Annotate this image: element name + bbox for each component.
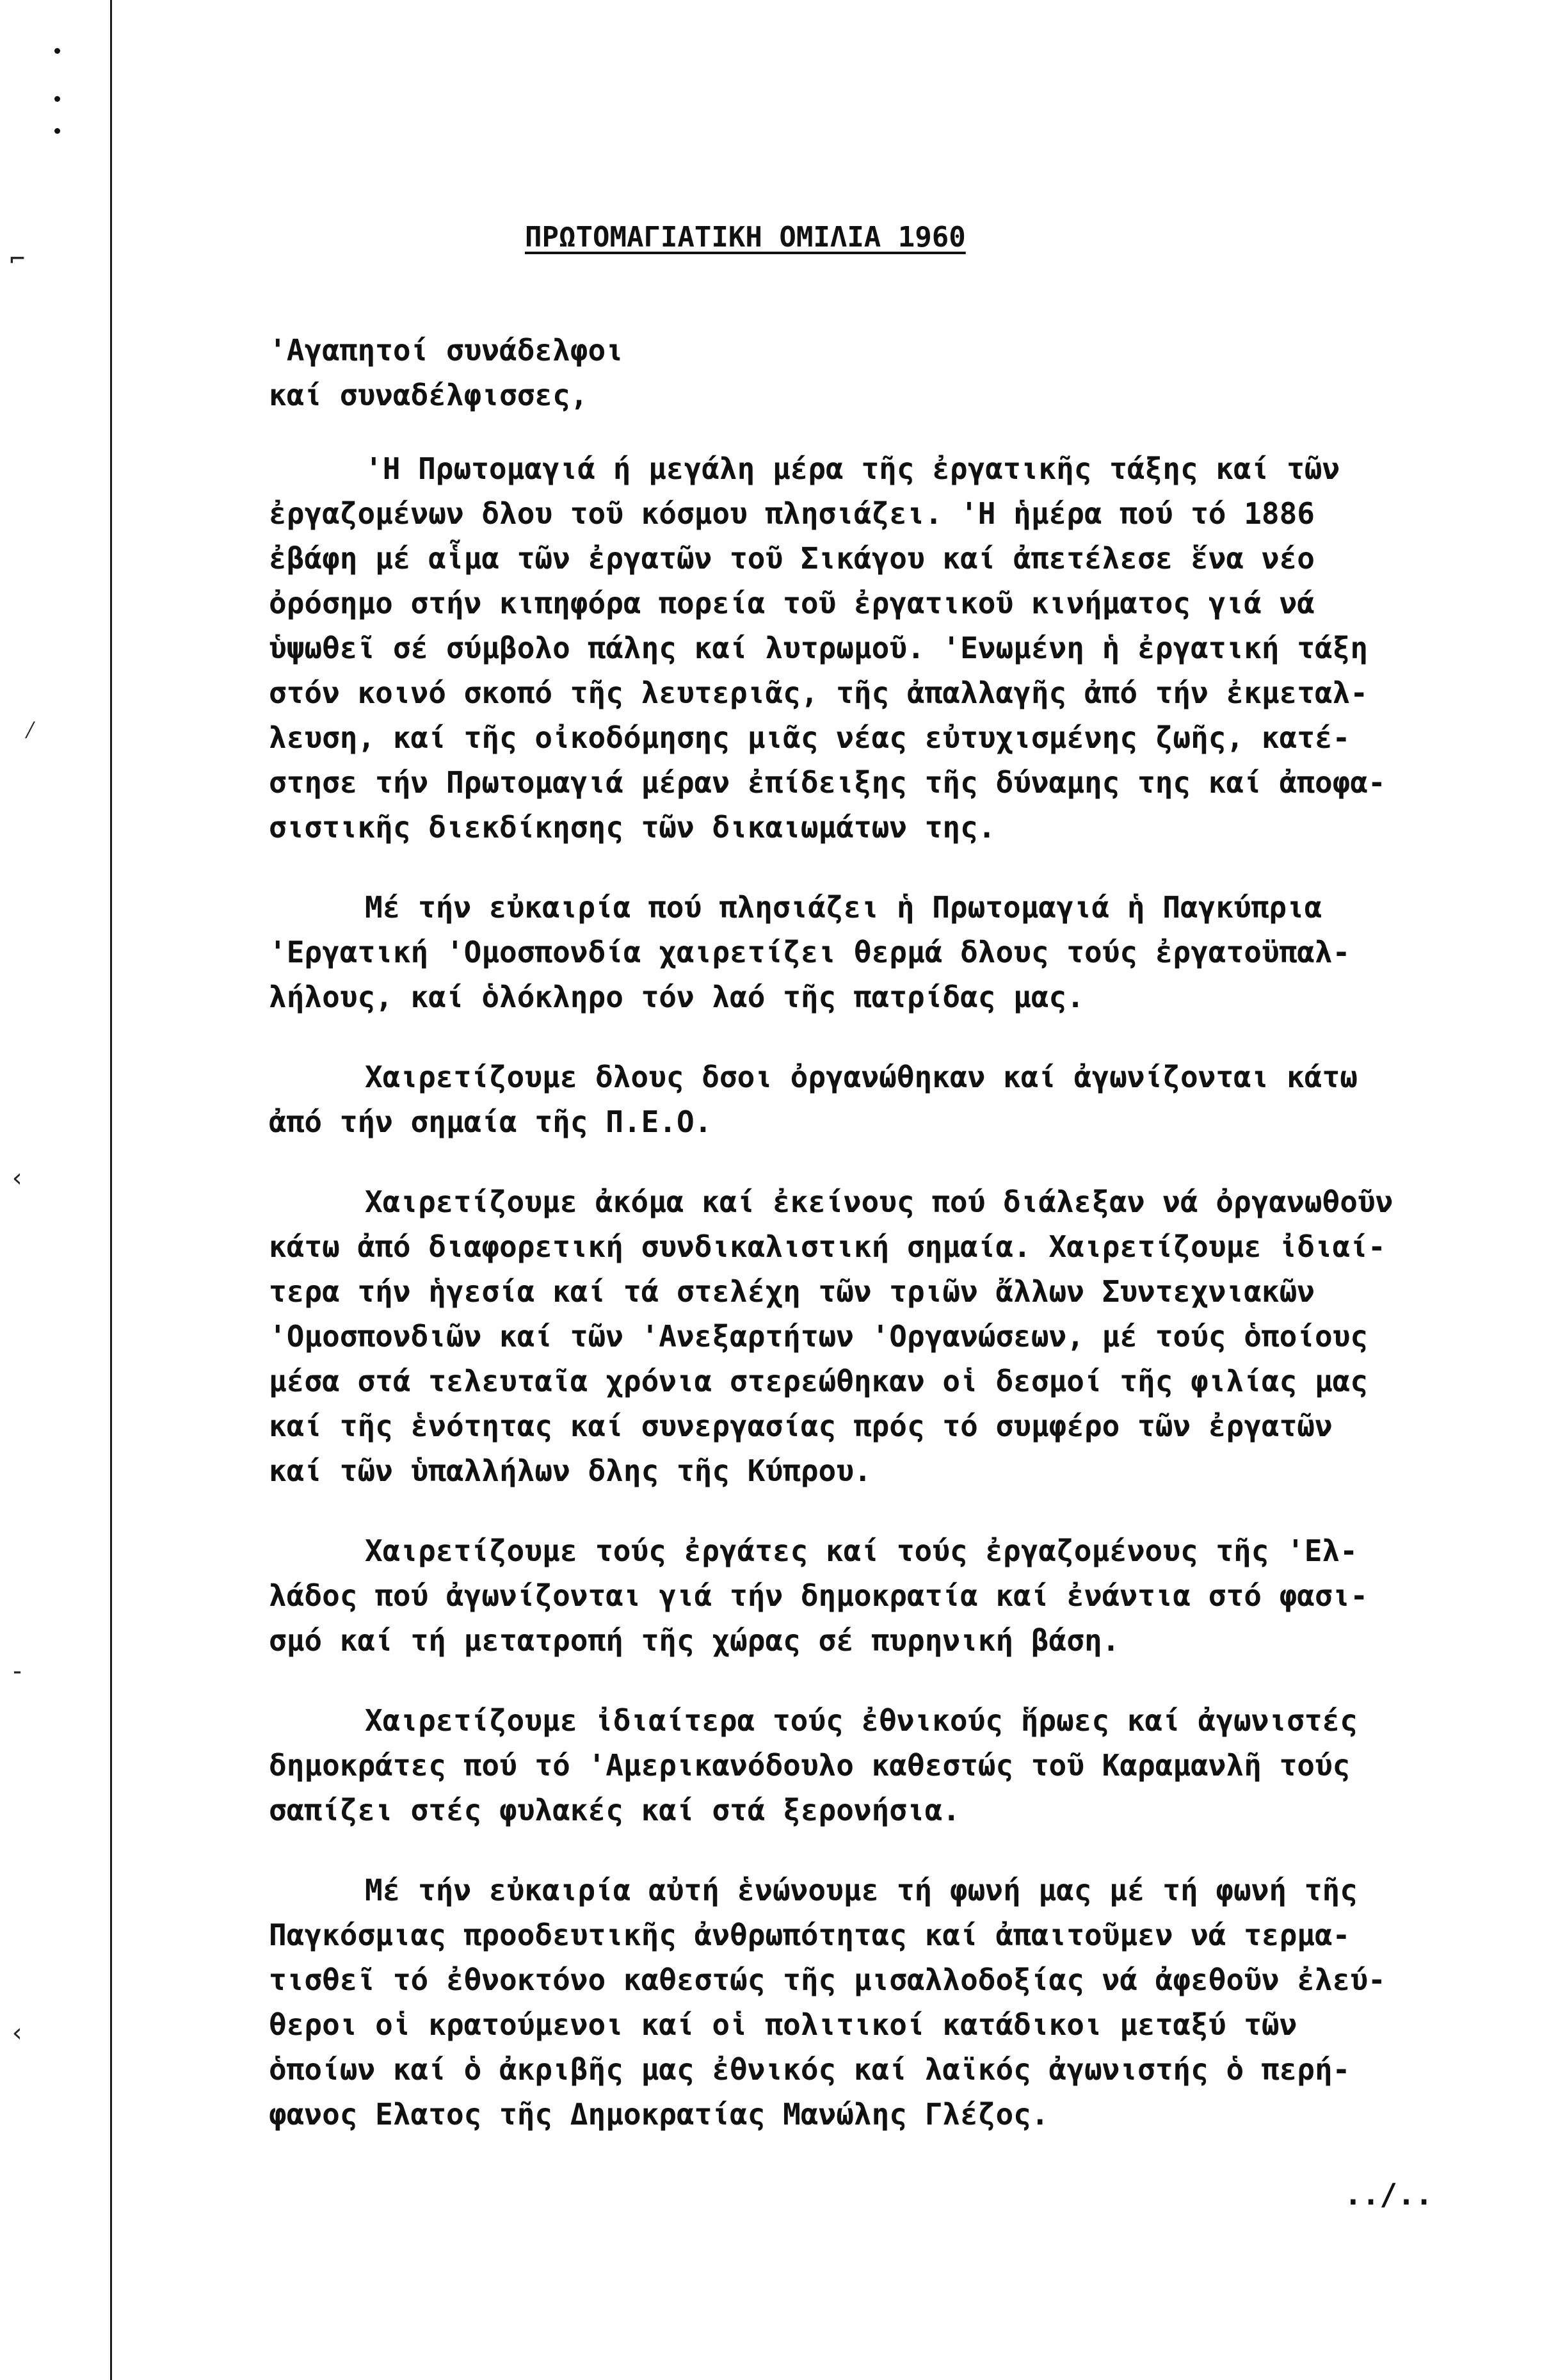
paragraph-line: Μέ τήν εὐκαιρία πού πλησιάζει ἡ Πρωτομαγιά ἡ Παγκύπρια <box>365 890 1322 925</box>
scan-mark: ‹ <box>10 1163 26 1193</box>
paragraph-line: Μέ τήν εὐκαιρία αὐτή ἑνώνουμε τή φωνή μας μέ τή φωνή τῆς <box>365 1873 1358 1907</box>
paragraph-line: στόν κοινό σκοπό τῆς λευτεριᾶς, τῆς ἀπαλλαγῆς ἀπό τήν ἐκμεταλ- <box>269 676 1369 710</box>
paragraph <box>269 885 1485 1019</box>
paragraphs <box>269 446 1485 2137</box>
scan-speck <box>54 48 60 54</box>
salutation-line: 'Αγαπητοί συνάδελφοι <box>269 333 623 368</box>
paragraph-line: στησε τήν Πρωτομαγιά μέραν ἐπίδειξης τῆς δύναμης της καί ἀποφα- <box>269 765 1386 800</box>
paragraph-line: λευση, καί τῆς οἰκοδόμησης μιᾶς νέας εὐτυχισμένης ζωῆς, κατέ- <box>269 720 1351 755</box>
paragraph-line: Χαιρετίζουμε δλους δσοι ὀργανώθηκαν καί ἀγωνίζονται κάτω <box>365 1060 1358 1094</box>
paragraph-line: σμό καί τή μετατροπή τῆς χώρας σέ πυρηνική βάση. <box>269 1623 1120 1658</box>
paragraph-line: σιστικῆς διεκδίκησης τῶν δικαιωμάτων της. <box>269 810 996 845</box>
page-title: ΠΡΩΤΟΜΑΓΙΑΤΙΚΗ ΟΜΙΛΙΑ 1960 <box>525 221 966 254</box>
paragraph <box>269 446 1485 850</box>
paragraph-line: Παγκόσμιας προοδευτικῆς ἀνθρωπότητας καί ἀπαιτοῦμεν νά τερμα- <box>269 1918 1351 1952</box>
scan-mark: ⌐ <box>10 245 26 274</box>
paragraph <box>269 1055 1485 1144</box>
paragraph-line: ὀρόσημο στήν κιπηφόρα πορεία τοῦ ἐργατικοῦ κινήματος γιά νά <box>269 586 1315 620</box>
paragraph-line: ὑψωθεῖ σέ σύμβολο πάλης καί λυτρωμοῦ. 'Ενωμένη ἡ ἐργατική τάξη <box>269 631 1369 665</box>
paragraph-line: ὁποίων καί ὁ ἀκριβῆς μας ἐθνικός καί λαϊκός ἀγωνιστής ὁ περή- <box>269 2052 1351 2087</box>
paragraph-line: ἐργαζομένων δλου τοῦ κόσμου πλησιάζει. 'Η ἡμέρα πού τό 1886 <box>269 496 1315 531</box>
salutation <box>269 328 1485 417</box>
paragraph-line: 'Ομοσπονδιῶν καί τῶν 'Ανεξαρτήτων 'Οργανώσεων, μέ τούς ὁποίους <box>269 1319 1369 1354</box>
paragraph-line: Χαιρετίζουμε ἀκόμα καί ἐκείνους πού διάλεξαν νά ὀργανωθοῦν <box>365 1185 1393 1219</box>
paragraph-line: δημοκράτες πού τό 'Αμερικανόδουλο καθεστώς τοῦ Καραμανλῆ τούς <box>269 1748 1351 1783</box>
paragraph-line: λήλους, καί ὁλόκληρο τόν λαό τῆς πατρίδας μας. <box>269 980 1084 1014</box>
scan-mark: ⁄ <box>22 715 38 745</box>
paragraph-line: καί τῶν ὑπαλλήλων δλης τῆς Κύπρου. <box>269 1453 872 1488</box>
paragraph <box>269 1528 1485 1663</box>
scan-mark: ‹ <box>10 2018 26 2048</box>
paragraph-line: 'Η Πρωτομαγιά ή μεγάλη μέρα τῆς ἐργατικῆς τάξης καί τῶν <box>365 451 1340 486</box>
paragraph-line: κάτω ἀπό διαφορετική συνδικαλιστική σημαία. Χαιρετίζουμε ἰδιαί- <box>269 1229 1386 1264</box>
paragraph-line: καί τῆς ἑνότητας καί συνεργασίας πρός τό συμφέρο τῶν ἐργατῶν <box>269 1409 1333 1443</box>
scan-speck <box>54 96 60 102</box>
paragraph <box>269 1868 1485 2137</box>
paragraph-line: λάδος πού ἀγωνίζονται γιά τήν δημοκρατία καί ἐνάντια στό φασι- <box>269 1578 1369 1613</box>
paragraph-line: ἀπό τήν σημαία τῆς Π.Ε.Ο. <box>269 1105 712 1139</box>
paragraph-line: σαπίζει στές φυλακές καί στά ξερονήσια. <box>269 1793 961 1827</box>
paragraph-line: ἐβάφη μέ αἷμα τῶν ἐργατῶν τοῦ Σικάγου καί ἀπετέλεσε ἕνα νέο <box>269 541 1315 576</box>
paragraph-line: Χαιρετίζουμε τούς ἐργάτες καί τούς ἐργαζομένους τῆς 'Ελ- <box>365 1534 1358 1568</box>
paragraph <box>269 1179 1485 1493</box>
left-margin-rule <box>110 0 112 2380</box>
paragraph-line: θεροι οἱ κρατούμενοι καί οἱ πολιτικοί κατάδικοι μεταξύ τῶν <box>269 2007 1297 2042</box>
salutation-line: καί συναδέλφισσες, <box>269 378 588 412</box>
paragraph-line: Χαιρετίζουμε ἰδιαίτερα τούς ἐθνικούς ἥρωες καί ἀγωνιστές <box>365 1703 1358 1738</box>
scan-speck <box>54 128 60 134</box>
paragraph <box>269 1698 1485 1833</box>
paragraph-line: 'Εργατική 'Ομοσπονδία χαιρετίζει θερμά δλους τούς ἐργατοϋπαλ- <box>269 935 1351 969</box>
paragraph-line: μέσα στά τελευταῖα χρόνια στερεώθηκαν οἱ δεσμοί τῆς φιλίας μας <box>269 1364 1369 1398</box>
page-continuation-mark: ../.. <box>1344 2177 1433 2212</box>
paragraph-line: τερα τήν ἡγεσία καί τά στελέχη τῶν τριῶν ἄλλων Συντεχνιακῶν <box>269 1274 1315 1309</box>
paragraph-line: τισθεῖ τό ἐθνοκτόνο καθεστώς τῆς μισαλλοδοξίας νά ἀφεθοῦν ἐλεύ- <box>269 1963 1386 1997</box>
document-body <box>269 328 1485 2172</box>
scan-mark: - <box>10 1656 26 1686</box>
paragraph-line: φανος Ελατος τῆς Δημοκρατίας Μανώλης Γλέζος. <box>269 2097 1049 2132</box>
